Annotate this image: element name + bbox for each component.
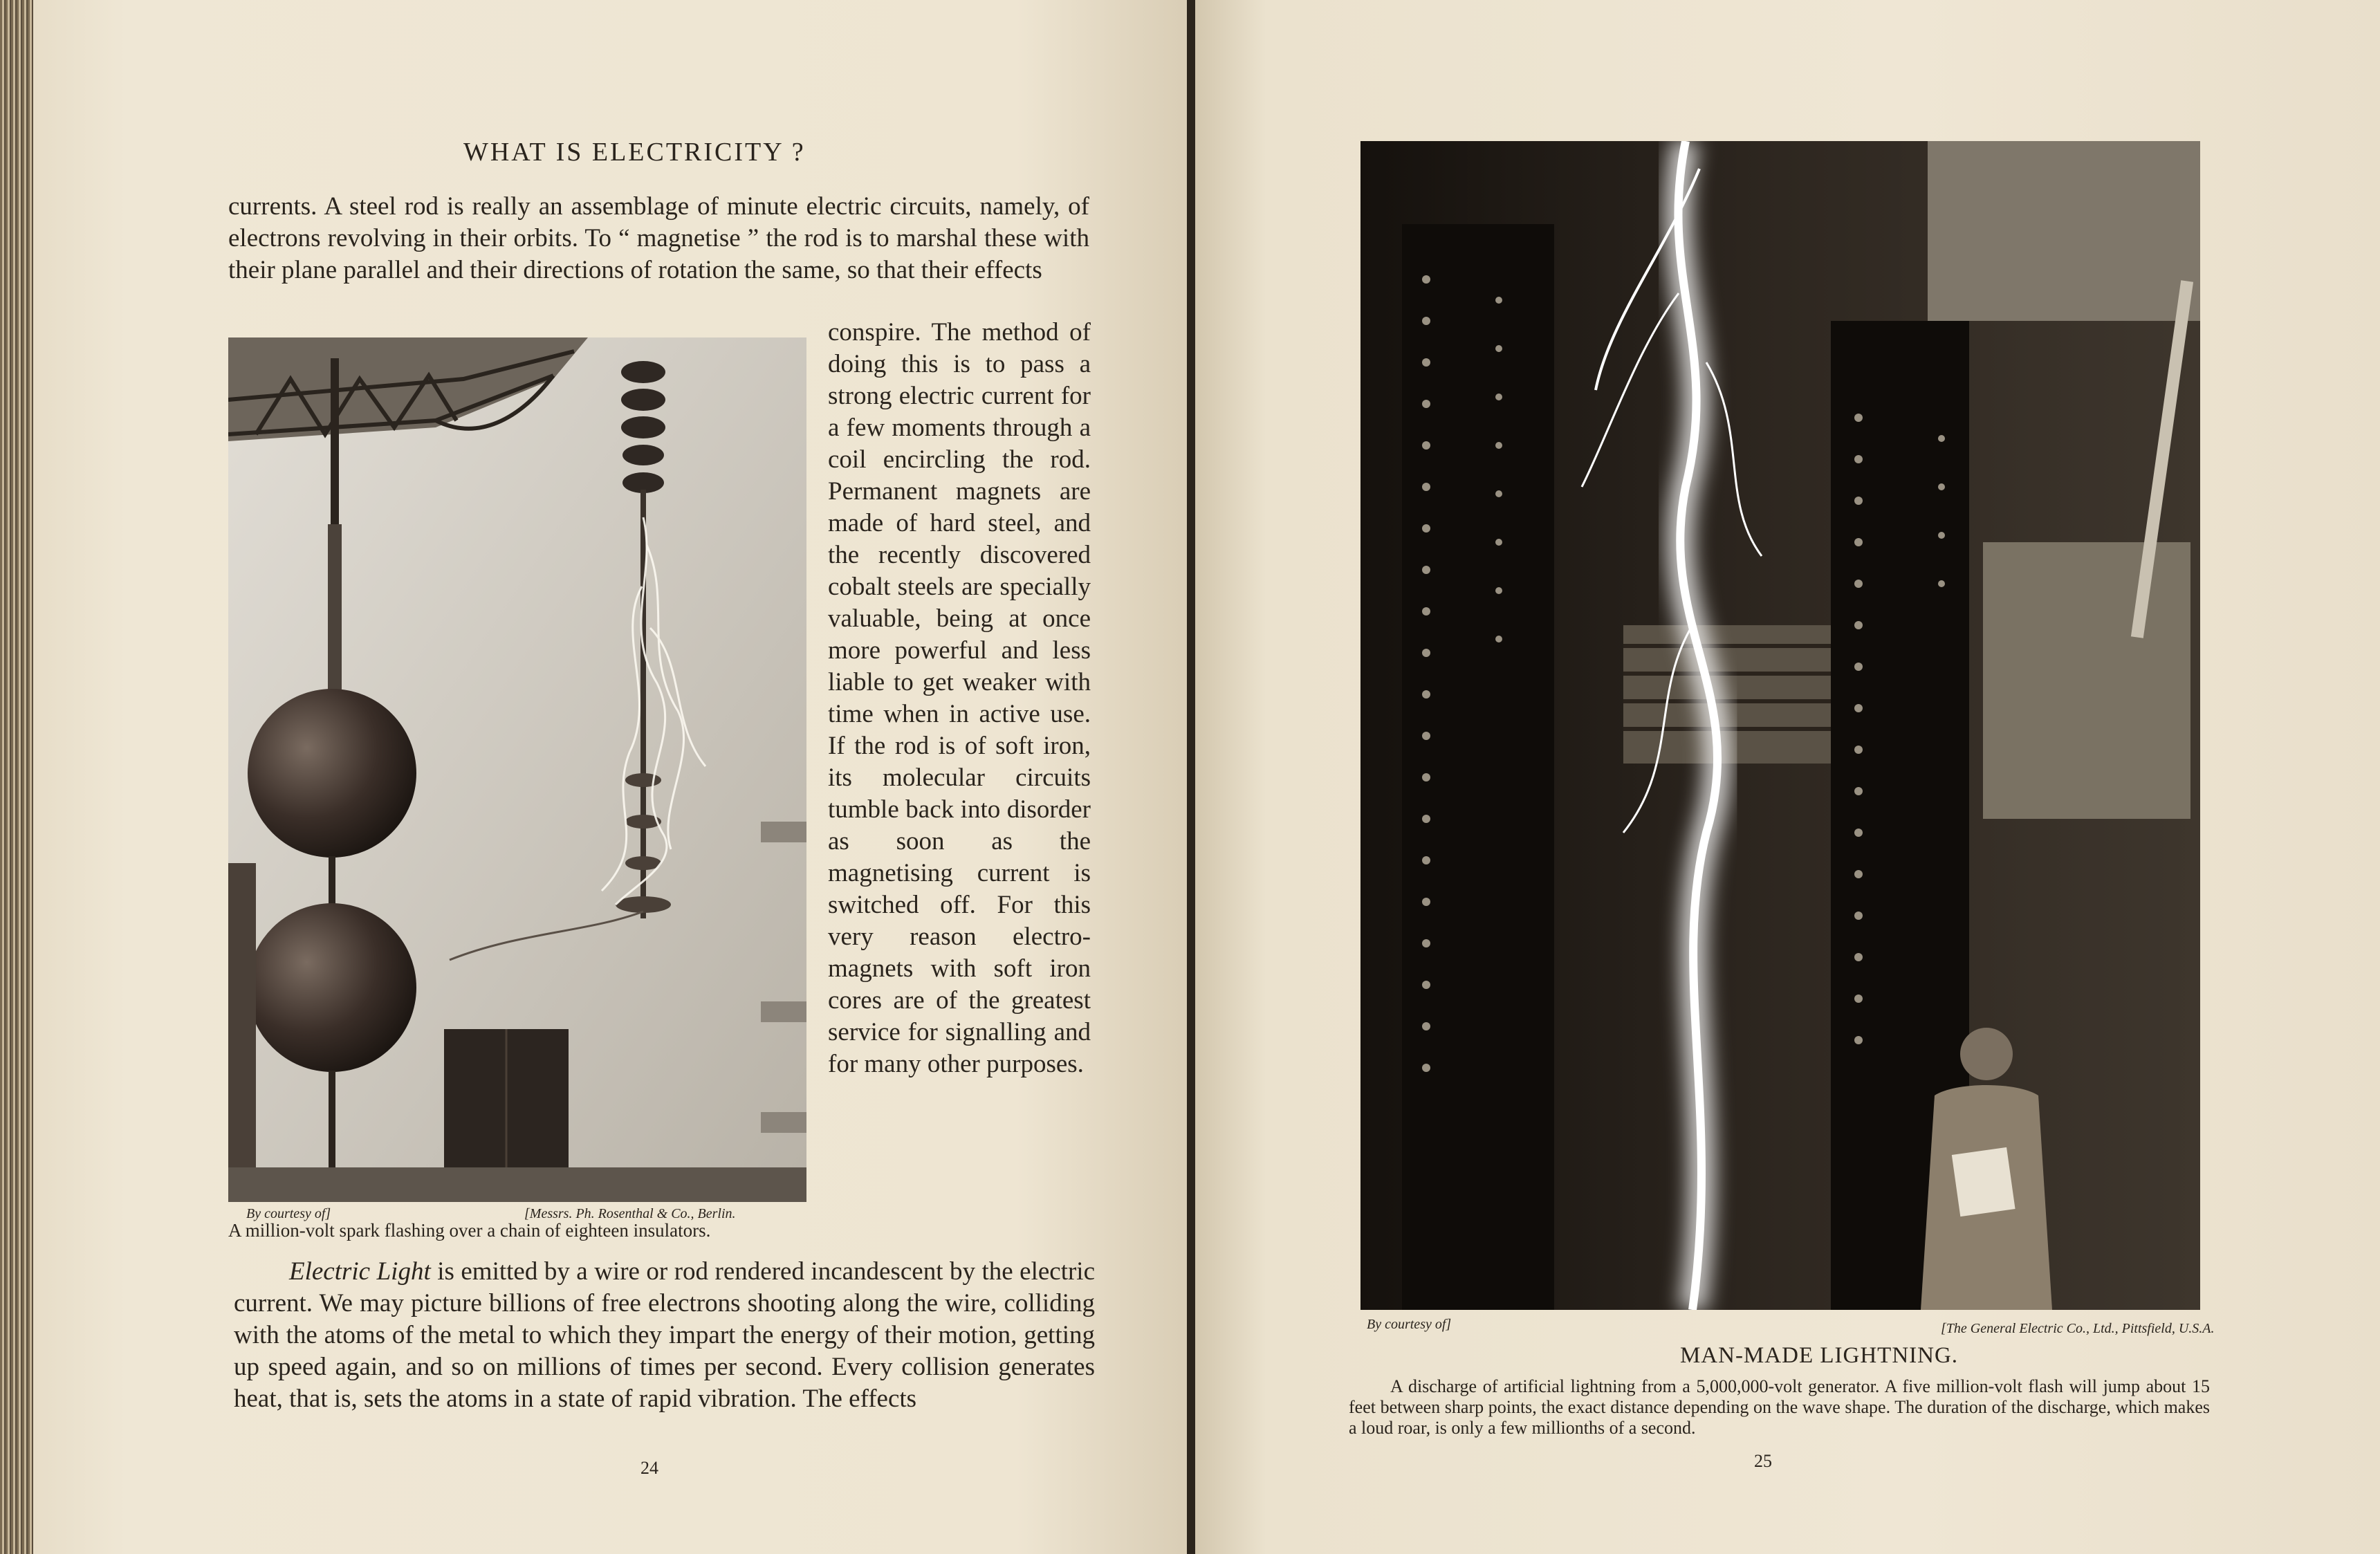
left-photo-credit-source: [Messrs. Ph. Rosenthal & Co., Berlin. — [524, 1206, 736, 1221]
opening-lines: currents. A steel rod is really an assemblage of minute electric circuits, namely, of electrons revolving in their orbits. To “ magnetise ” the rod is to marshal these with their plane parallel and their directions of rotation the same, so that their effects — [228, 192, 1089, 284]
page-number-right: 25 — [1754, 1451, 1772, 1471]
lightning-photo — [1360, 141, 2200, 1310]
right-photo-credit-by: By courtesy of] — [1367, 1317, 1452, 1332]
right-photo-caption: A discharge of artificial lightning from a 5,000,000-volt generator. A five million-volt flash will jump about 15 feet between sharp points, the exact distance depending on the wave shape. The duration of the discharge, which makes a loud roar, is only a few millionths of a second. — [1349, 1376, 2210, 1438]
electric-light-paragraph — [234, 1256, 1095, 1415]
right-photo-title: MAN-MADE LIGHTNING. — [1679, 1343, 1959, 1368]
right-photo-credit-source: [The General Electric Co., Ltd., Pittsfield, U.S.A. — [1941, 1321, 2215, 1336]
spark-photo — [228, 337, 806, 1202]
lightning-photo-illustration — [1360, 141, 2200, 1310]
page-edges — [0, 0, 33, 1554]
running-head: WHAT IS ELECTRICITY ? — [463, 138, 806, 167]
spark-photo-illustration — [228, 337, 806, 1202]
left-photo-caption: A million-volt spark flashing over a chain of eighteen insulators. — [228, 1220, 711, 1241]
column-paragraph: conspire. The method of doing this is to pass a strong electric current for a few moments through a coil encircling the rod. Permanent magnets are made of hard steel, and the recently discovered cobalt steels are specially valuable, being at once more powerful and less liable to get weaker with time when in active use. If the rod is of soft iron, its molecular circuits tumble back into disorder as soon as the magnetising current is switched off. For this very reason electro-magnets with soft iron cores are of the greatest service for signalling and for many other purposes. — [828, 318, 1091, 1078]
electric-light-text: is emitted by a wire or rod rendered incandescent by the electric current. We may picture billions of free electrons shooting along the wire, colliding with the atoms of the metal to which they impart the energy of their motion, getting up speed again, and so on millions of times per second. Every collision generates heat, that is, sets the atoms in a state of rapid vibration. The effects — [234, 1257, 1096, 1413]
left-photo-credit-by: By courtesy of] — [246, 1206, 331, 1221]
electric-light-heading: Electric Light — [289, 1257, 431, 1286]
opening-paragraph — [228, 191, 1089, 286]
wrapped-column — [828, 317, 1091, 1080]
page-number-left: 24 — [640, 1458, 658, 1478]
